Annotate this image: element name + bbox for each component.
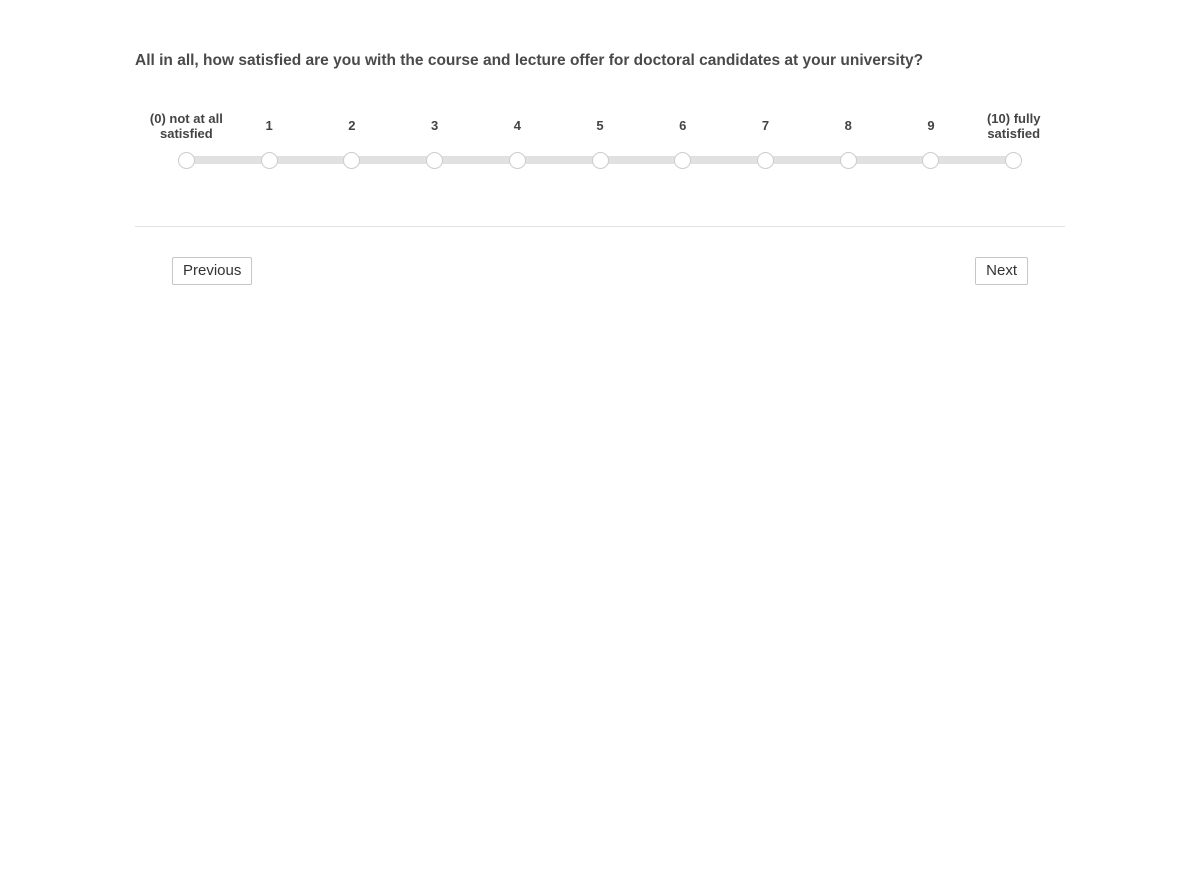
scale-radio-7[interactable] xyxy=(757,152,774,169)
navigation-bar xyxy=(135,227,1065,285)
scale-radio-9[interactable] xyxy=(922,152,939,169)
scale-option-3 xyxy=(393,109,476,169)
scale-radio-1[interactable] xyxy=(261,152,278,169)
scale-option-label-8: 8 xyxy=(844,118,852,134)
scale-option-label-7: 7 xyxy=(761,118,770,134)
scale-radio-6[interactable] xyxy=(674,152,691,169)
scale-option-label-10: (10) fully satisfied xyxy=(986,110,1041,141)
scale-option-1 xyxy=(228,109,311,169)
scale-option-5 xyxy=(559,109,642,169)
scale-radio-10[interactable] xyxy=(1005,152,1022,169)
scale-option-6 xyxy=(641,109,724,169)
rating-scale xyxy=(135,109,1065,169)
previous-button[interactable]: Previous xyxy=(172,257,252,285)
next-button[interactable]: Next xyxy=(975,257,1028,285)
scale-radio-0[interactable] xyxy=(178,152,195,169)
scale-option-label-2: 2 xyxy=(348,118,356,134)
scale-option-4 xyxy=(476,109,559,169)
scale-option-10 xyxy=(972,109,1055,169)
scale-radio-4[interactable] xyxy=(509,152,526,169)
question-container xyxy=(135,0,1065,285)
scale-option-2 xyxy=(310,109,393,169)
scale-option-label-3: 3 xyxy=(430,118,439,134)
scale-option-7 xyxy=(724,109,807,169)
scale-option-label-6: 6 xyxy=(679,118,687,134)
scale-radio-5[interactable] xyxy=(592,152,609,169)
scale-option-0 xyxy=(145,109,228,169)
scale-radio-8[interactable] xyxy=(840,152,857,169)
scale-option-label-4: 4 xyxy=(513,118,521,134)
scale-option-9 xyxy=(890,109,973,169)
scale-radio-3[interactable] xyxy=(426,152,443,169)
scale-option-label-0: (0) not at all satisfied xyxy=(149,110,223,141)
scale-radio-2[interactable] xyxy=(343,152,360,169)
question-text: All in all, how satisfied are you with the course and lecture offer for doctoral candidates at your university? xyxy=(135,52,924,69)
scale-option-label-5: 5 xyxy=(596,118,604,134)
scale-option-label-1: 1 xyxy=(265,118,273,134)
scale-option-8 xyxy=(807,109,890,169)
scale-option-label-9: 9 xyxy=(927,118,935,134)
